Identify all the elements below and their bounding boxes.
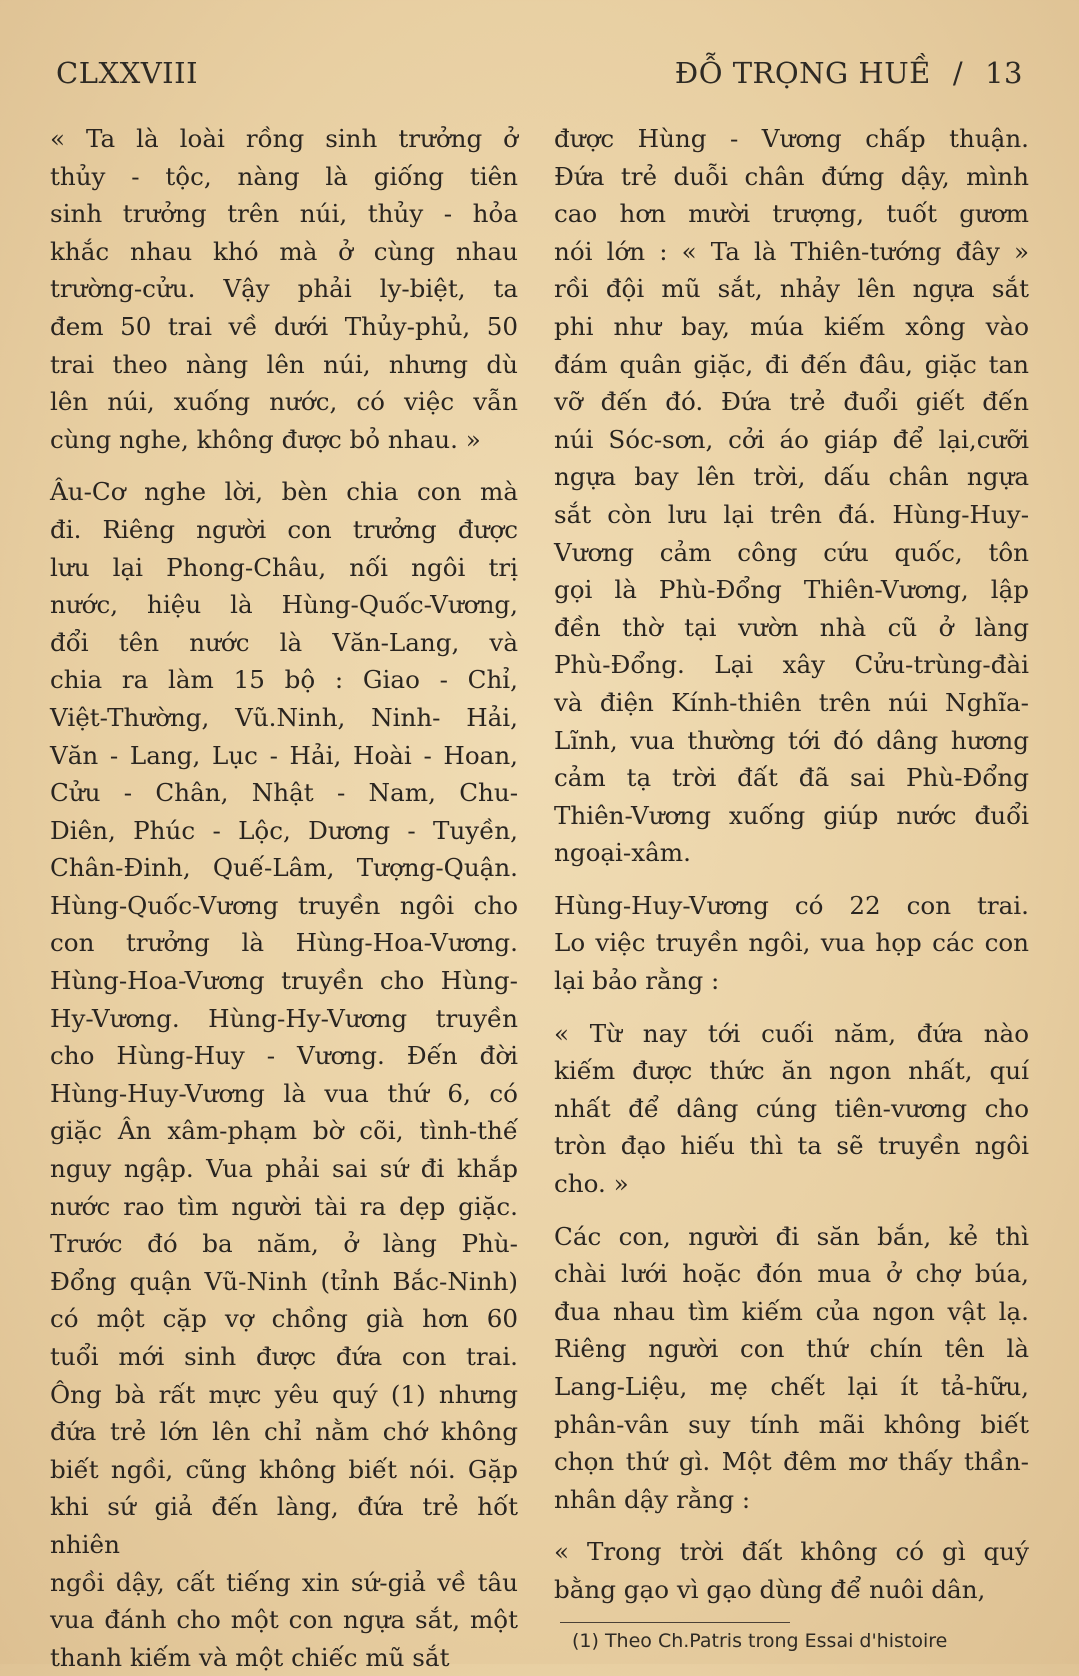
header-roman-numeral: CLXXVIII [56, 56, 199, 90]
text-line: Vương cảm công cứu quốc, tôn [554, 537, 1029, 567]
text-line: cho Hùng-Huy - Vương. Đến đời [50, 1041, 518, 1071]
text-line: đua nhau tìm kiếm của ngon vật lạ. [554, 1296, 1029, 1326]
text-line: và điện Kính-thiên trên núi Nghĩa- [554, 687, 1029, 717]
header-page-number: 13 [985, 56, 1023, 90]
text-line: đem 50 trai về dưới Thủy-phủ, 50 [50, 311, 518, 341]
text-line: ngựa bay lên trời, dấu chân ngựa [554, 462, 1029, 492]
text-line: kiếm được thức ăn ngon nhất, quí [554, 1056, 1029, 1086]
text-line: chọn thứ gì. Một đêm mơ thấy thần- [554, 1447, 1029, 1477]
text-line: Đổng quận Vũ-Ninh (tỉnh Bắc-Ninh) [50, 1266, 518, 1296]
text-line: có một cặp vợ chồng già hơn 60 [50, 1304, 518, 1334]
text-line: cùng nghe, không được bỏ nhau. » [50, 424, 481, 454]
text-line: trai theo nàng lên núi, nhưng dù [50, 349, 518, 379]
text-line: lưu lại Phong-Châu, nối ngôi trị [50, 552, 518, 582]
paragraph-gap [50, 458, 518, 473]
header-right [675, 56, 1023, 90]
text-line: đổi tên nước là Văn-Lang, và [50, 627, 518, 657]
text-line: Các con, người đi săn bắn, kẻ thì [554, 1221, 1029, 1251]
text-line: nguy ngập. Vua phải sai sứ đi khắp [50, 1154, 518, 1184]
text-line: chia ra làm 15 bộ : Giao - Chỉ, [50, 665, 518, 695]
text-line: Âu-Cơ nghe lời, bèn chia con mà [50, 477, 518, 507]
text-line: khắc nhau khó mà ở cùng nhau [50, 236, 518, 266]
text-line: đám quân giặc, đi đến đâu, giặc tan [554, 349, 1029, 379]
text-line: rồi đội mũ sắt, nhảy lên ngựa sắt [554, 274, 1029, 304]
text-line: Hùng-Huy-Vương là vua thứ 6, có [50, 1078, 518, 1108]
header-author: ĐỖ TRỌNG HUỀ [674, 56, 931, 90]
text-line: Phù-Đổng. Lại xây Cửu-trùng-đài [554, 650, 1029, 680]
text-line: phi như bay, múa kiếm xông vào [554, 311, 1029, 341]
text-line: Cửu - Chân, Nhật - Nam, Chu- [50, 778, 518, 808]
text-line: gọi là Phù-Đổng Thiên-Vương, lập [554, 575, 1029, 605]
text-line: tròn đạo hiếu thì ta sẽ truyền ngôi [554, 1131, 1029, 1161]
text-line: sinh trưởng trên núi, thủy - hỏa [50, 199, 518, 229]
text-line: nhất để dâng cúng tiên-vương cho [554, 1093, 1029, 1123]
text-line: « Từ nay tới cuối năm, đứa nào [554, 1018, 1029, 1048]
footnote-divider [560, 1622, 790, 1623]
text-line: Hy-Vương. Hùng-Hy-Vương truyền [50, 1003, 518, 1033]
text-line: Lĩnh, vua thường tới đó dâng hương [554, 725, 1029, 755]
text-line: « Ta là loài rồng sinh trưởng ở [50, 124, 518, 153]
text-line: sắt còn lưu lại trên đá. Hùng-Huy- [554, 499, 1029, 529]
text-line: Lang-Liệu, mẹ chết lại ít tả-hữu, [554, 1372, 1029, 1401]
text-line: núi Sóc-sơn, cởi áo giáp để lại,cưỡi [554, 424, 1029, 454]
text-line: Diên, Phúc - Lộc, Dương - Tuyền, [50, 815, 518, 845]
text-line: Hùng-Huy-Vương có 22 con trai. [554, 890, 1029, 920]
paragraph-gap [554, 872, 1029, 887]
text-line: cho. » [554, 1169, 629, 1199]
paragraph-gap [554, 1518, 1029, 1533]
text-line: chài lưới hoặc đón mua ở chợ búa, [554, 1259, 1029, 1289]
text-line: lại bảo rằng : [554, 966, 720, 996]
text-line: vỡ đến đó. Đứa trẻ đuổi giết đến [554, 387, 1029, 417]
text-line: nhân dậy rằng : [554, 1484, 751, 1514]
text-line: Hùng-Quốc-Vương truyền ngôi cho [50, 890, 518, 920]
text-line: biết ngồi, cũng không biết nói. Gặp [50, 1454, 518, 1484]
text-line: khi sứ giả đến làng, đứa trẻ hốt nhiên [50, 1492, 518, 1559]
text-line: lên núi, xuống nước, có việc vẫn [50, 387, 518, 417]
text-line: cảm tạ trời đất đã sai Phù-Đổng [554, 763, 1029, 793]
text-line: ngoại-xâm. [554, 838, 691, 868]
header-separator: / [952, 56, 964, 90]
text-line: cao hơn mười trượng, tuốt gươm [554, 199, 1029, 229]
text-line: vua đánh cho một con ngựa sắt, một [50, 1605, 518, 1635]
text-line: giặc Ân xâm-phạm bờ cõi, tình-thế [50, 1116, 518, 1146]
text-line: Lo việc truyền ngôi, vua họp các con [554, 928, 1029, 958]
text-line: thanh kiếm và một chiếc mũ sắt [50, 1642, 450, 1672]
text-line: Hùng-Hoa-Vương truyền cho Hùng- [50, 966, 518, 996]
text-line: Văn - Lang, Lục - Hải, Hoài - Hoan, [50, 740, 518, 770]
text-line: đứa trẻ lớn lên chỉ nằm chớ không [50, 1417, 518, 1447]
text-line: nói lớn : « Ta là Thiên-tướng đây » [554, 236, 1029, 266]
text-line: Trước đó ba năm, ở làng Phù- [50, 1229, 518, 1259]
text-line: trường-cửu. Vậy phải ly-biệt, ta [50, 274, 518, 304]
text-line: nước, hiệu là Hùng-Quốc-Vương, [50, 590, 518, 620]
text-line: ngồi dậy, cất tiếng xin sứ-giả về tâu [50, 1567, 518, 1597]
text-line: Chân-Đinh, Quế-Lâm, Tượng-Quận. [50, 853, 518, 883]
paragraph-gap [554, 1203, 1029, 1218]
text-line: « Trong trời đất không có gì quý [554, 1537, 1029, 1567]
text-line: bằng gạo vì gạo dùng để nuôi dân, [554, 1574, 986, 1604]
paragraph-gap [554, 1000, 1029, 1015]
page-header [56, 48, 1023, 98]
text-line: Ông bà rất mực yêu quý (1) nhưng [50, 1379, 518, 1409]
text-line: đi. Riêng người con trưởng được [50, 514, 518, 544]
text-line: con trưởng là Hùng-Hoa-Vương. [50, 928, 518, 958]
text-line: Riêng người con thứ chín tên là [554, 1334, 1029, 1364]
footnote: (1) Theo Ch.Patris trong Essai d'histoire [572, 1630, 948, 1652]
text-line: thủy - tộc, nàng là giống tiên [50, 161, 518, 191]
text-line: phân-vân suy tính mãi không biết [554, 1409, 1029, 1439]
text-line: nước rao tìm người tài ra dẹp giặc. [50, 1191, 518, 1221]
text-line: Đứa trẻ duỗi chân đứng dậy, mình [554, 161, 1029, 191]
right-column [554, 120, 1029, 1609]
text-line: đền thờ tại vườn nhà cũ ở làng [554, 612, 1029, 642]
text-line: Thiên-Vương xuống giúp nước đuổi [554, 800, 1029, 830]
left-column [50, 120, 518, 1676]
text-line: Việt-Thường, Vũ.Ninh, Ninh- Hải, [50, 702, 518, 732]
text-line: tuổi mới sinh được đứa con trai. [50, 1342, 518, 1371]
text-line: được Hùng - Vương chấp thuận. [554, 124, 1029, 153]
